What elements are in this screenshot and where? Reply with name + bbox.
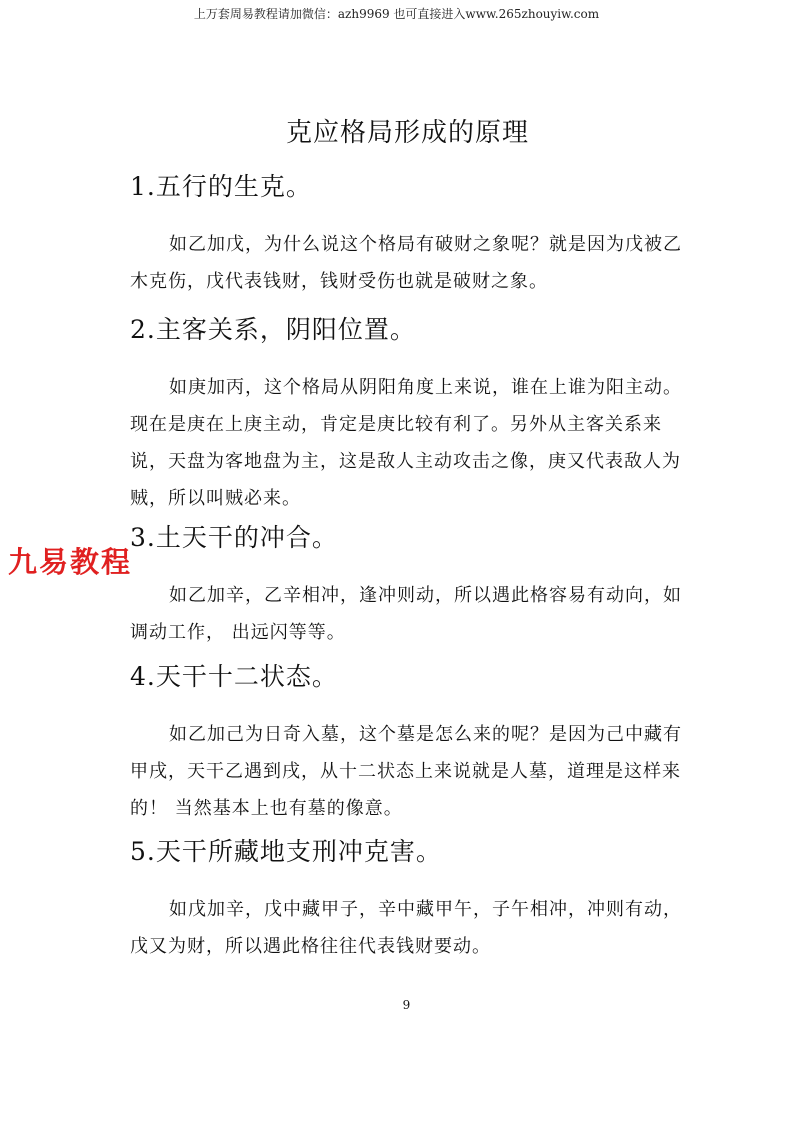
- section-5: [130, 835, 690, 965]
- section-heading: 3.土天干的冲合。: [130, 523, 338, 552]
- section-paragraph: 如庚加丙，这个格局从阴阳角度上来说，谁在上谁为阳主动。现在是庚在上庚主动，肯定是庚比较有利了。另外从主客关系来说，天盘为客地盘为主，这是敌人主动攻击之像，庚又代表敌人为贼，所以叫贼必来。: [130, 377, 682, 509]
- section-heading: 4.天干十二状态。: [130, 662, 338, 691]
- section-heading: 5.天干所藏地支刑冲克害。: [130, 837, 442, 866]
- page-title: 克应格局形成的原理: [285, 118, 529, 148]
- section-4: [130, 660, 690, 827]
- section-paragraph: 如乙加戊，为什么说这个格局有破财之象呢？就是因为戊被乙木克伤，戊代表钱财，钱财受伤也就是破财之象。: [130, 234, 682, 292]
- section-heading: 2.主客关系，阴阳位置。: [130, 315, 416, 344]
- section-3: [130, 521, 690, 651]
- page-number: 9: [402, 998, 411, 1012]
- section-1: [130, 170, 690, 300]
- watermark-logo: 九易教程: [8, 545, 133, 579]
- section-paragraph: 如乙加辛，乙辛相冲，逢冲则动，所以遇此格容易有动向，如调动工作， 出远闪等等。: [130, 585, 682, 643]
- section-2: [130, 313, 690, 517]
- section-paragraph: 如戊加辛，戊中藏甲子，辛中藏甲午，子午相冲，冲则有动，戊又为财，所以遇此格往往代表钱财要动。: [130, 899, 682, 957]
- section-paragraph: 如乙加己为日奇入墓，这个墓是怎么来的呢？是因为己中藏有甲戌，天干乙遇到戌，从十二状态上来说就是人墓，道理是这样来的！ 当然基本上也有墓的像意。: [130, 724, 682, 819]
- page-header-notice: 上万套周易教程请加微信：azh9969 也可直接进入www.265zhouyiw.com: [193, 7, 600, 21]
- section-heading: 1.五行的生克。: [130, 172, 312, 201]
